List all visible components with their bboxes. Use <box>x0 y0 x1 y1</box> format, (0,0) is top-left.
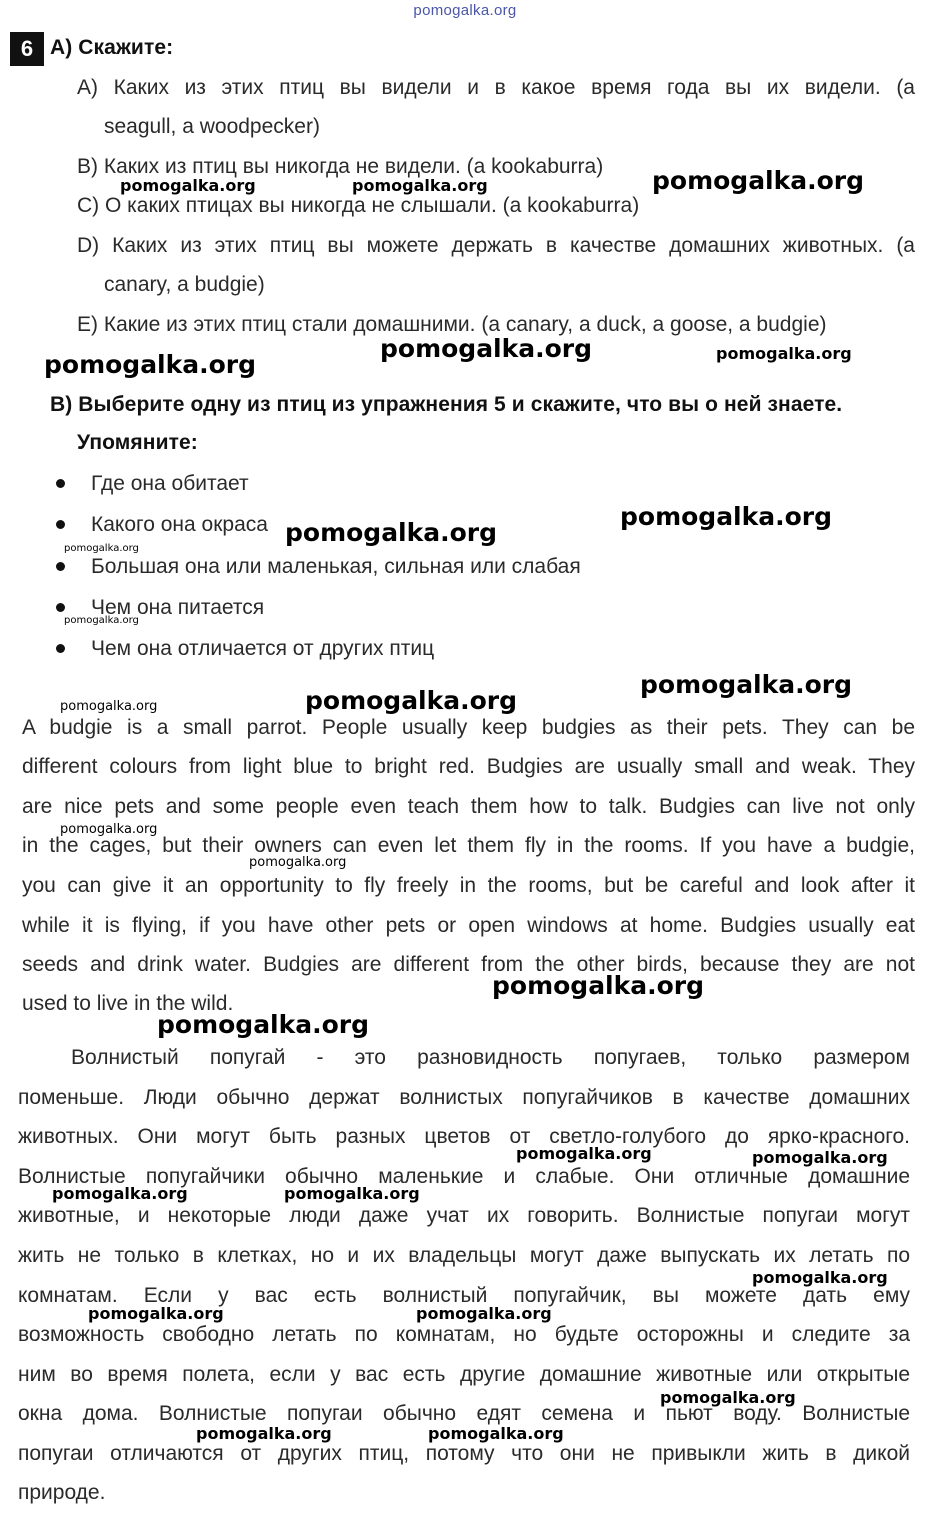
watermark: pomogalka.org <box>492 971 705 1000</box>
watermark: pomogalka.org <box>620 502 833 531</box>
russian-translation-line: поменьше. Люди обычно держат волнистых попугайчиков в качестве домашних <box>18 1086 910 1109</box>
watermark: pomogalka.org <box>416 1304 552 1323</box>
bullet-item-difference: Чем она отличается от других птиц <box>91 637 435 660</box>
english-answer-line: while it is flying, if you have other pets or open windows at home. Budgies usually eat <box>22 914 915 937</box>
bullet-item-colour: Какого она окраса <box>91 513 268 536</box>
watermark: pomogalka.org <box>60 822 158 837</box>
bullet-item-habitat: Где она обитает <box>91 472 249 495</box>
russian-translation-line: Волнистый попугай - это разновидность попугаев, только размером <box>71 1046 910 1069</box>
watermark: pomogalka.org <box>44 350 257 379</box>
russian-translation-line: Волнистые попугайчики обычно маленькие и слабые. Они отличные домашние <box>18 1165 910 1188</box>
watermark: pomogalka.org <box>249 855 347 870</box>
bullet-dot <box>56 479 65 488</box>
part-a-item-e: E) Какие из этих птиц стали домашними. (a canary, a duck, a goose, a budgie) <box>77 313 827 336</box>
watermark: pomogalka.org <box>285 518 498 547</box>
part-a-item-b: B) Каких из птиц вы никогда не видели. (a kookaburra) <box>77 155 604 178</box>
russian-translation-line: попугаи отличаются от других птиц, потому что они не привыкли жить в дикой <box>18 1442 910 1465</box>
part-a-item-c: C) О каких птицах вы никогда не слышали. (a kookaburra) <box>77 194 640 217</box>
part-a-item-d-line1: D) Каких из этих птиц вы можете держать в качестве домашних животных. (a <box>77 234 915 257</box>
english-answer-line: used to live in the wild. <box>22 992 234 1015</box>
part-b-title: B) Выберите одну из птиц из упражнения 5 и скажите, что вы о ней знаете. <box>50 393 843 416</box>
watermark: pomogalka.org <box>428 1424 564 1443</box>
russian-translation-line: жить не только в клетках, но и их владельцы могут даже выпускать их летать по <box>18 1244 910 1267</box>
english-answer-line: seeds and drink water. Budgies are different from the other birds, because they are not <box>22 953 915 976</box>
bullet-dot <box>56 603 65 612</box>
watermark: pomogalka.org <box>196 1424 332 1443</box>
watermark: pomogalka.org <box>157 1010 370 1039</box>
russian-translation-line: возможность свободно летать по комнатам, но будьте осторожны и следите за <box>18 1323 910 1346</box>
russian-translation-line: животных. Они могут быть разных цветов от светло-голубого до ярко-красного. <box>18 1125 910 1148</box>
english-answer-line: in the cages, but their owners can even let them fly in the rooms. If you have a budgie, <box>22 834 915 857</box>
bullet-dot <box>56 520 65 529</box>
watermark: pomogalka.org <box>640 670 853 699</box>
english-answer-line: different colours from light blue to bright red. Budgies are usually small and weak. They <box>22 755 915 778</box>
watermark: pomogalka.org <box>380 334 593 363</box>
bullet-item-food: Чем она питается <box>91 596 265 619</box>
russian-translation-line: ним во время полета, если у вас есть другие домашние животные или открытые <box>18 1363 910 1386</box>
watermark: pomogalka.org <box>64 543 139 554</box>
bullet-item-size-strength: Большая она или маленькая, сильная или слабая <box>91 555 581 578</box>
watermark: pomogalka.org <box>284 1184 420 1203</box>
english-answer-line: are nice pets and some people even teach them how to talk. Budgies can live not only <box>22 795 915 818</box>
part-a-item-a-line2: seagull, a woodpecker) <box>104 115 320 138</box>
watermark: pomogalka.org <box>516 1144 652 1163</box>
russian-translation-line: животные, и некоторые люди даже учат их говорить. Волнистые попугаи могут <box>18 1204 910 1227</box>
russian-translation-line: окна дома. Волнистые попугаи обычно едят семена и пьют воду. Волнистые <box>18 1402 910 1425</box>
watermark: pomogalka.org <box>52 1184 188 1203</box>
watermark: pomogalka.org <box>752 1148 888 1167</box>
watermark: pomogalka.org <box>60 699 158 714</box>
english-answer-line: A budgie is a small parrot. People usually keep budgies as their pets. They can be <box>22 716 915 739</box>
english-answer-line: you can give it an opportunity to fly freely in the rooms, but be careful and look after it <box>22 874 915 897</box>
part-a-title: A) Скажите: <box>50 36 174 59</box>
bullet-dot <box>56 644 65 653</box>
mention-label: Упомяните: <box>77 431 198 454</box>
exercise-number-badge: 6 <box>10 32 44 66</box>
watermark: pomogalka.org <box>305 686 518 715</box>
watermark: pomogalka.org <box>352 176 488 195</box>
bullet-dot <box>56 562 65 571</box>
part-a-item-d-line2: canary, a budgie) <box>104 273 265 296</box>
watermark: pomogalka.org <box>120 176 256 195</box>
watermark: pomogalka.org <box>64 615 139 626</box>
watermark: pomogalka.org <box>716 344 852 363</box>
watermark: pomogalka.org <box>652 166 865 195</box>
header-site-link[interactable]: pomogalka.org <box>413 2 517 19</box>
russian-translation-line: природе. <box>18 1481 106 1504</box>
watermark: pomogalka.org <box>88 1304 224 1323</box>
part-a-item-a-line1: A) Каких из этих птиц вы видели и в какое время года вы их видели. (a <box>77 76 915 99</box>
watermark: pomogalka.org <box>752 1268 888 1287</box>
watermark: pomogalka.org <box>660 1388 796 1407</box>
russian-translation-line: комнатам. Если у вас есть волнистый попугайчик, вы можете дать ему <box>18 1284 910 1307</box>
